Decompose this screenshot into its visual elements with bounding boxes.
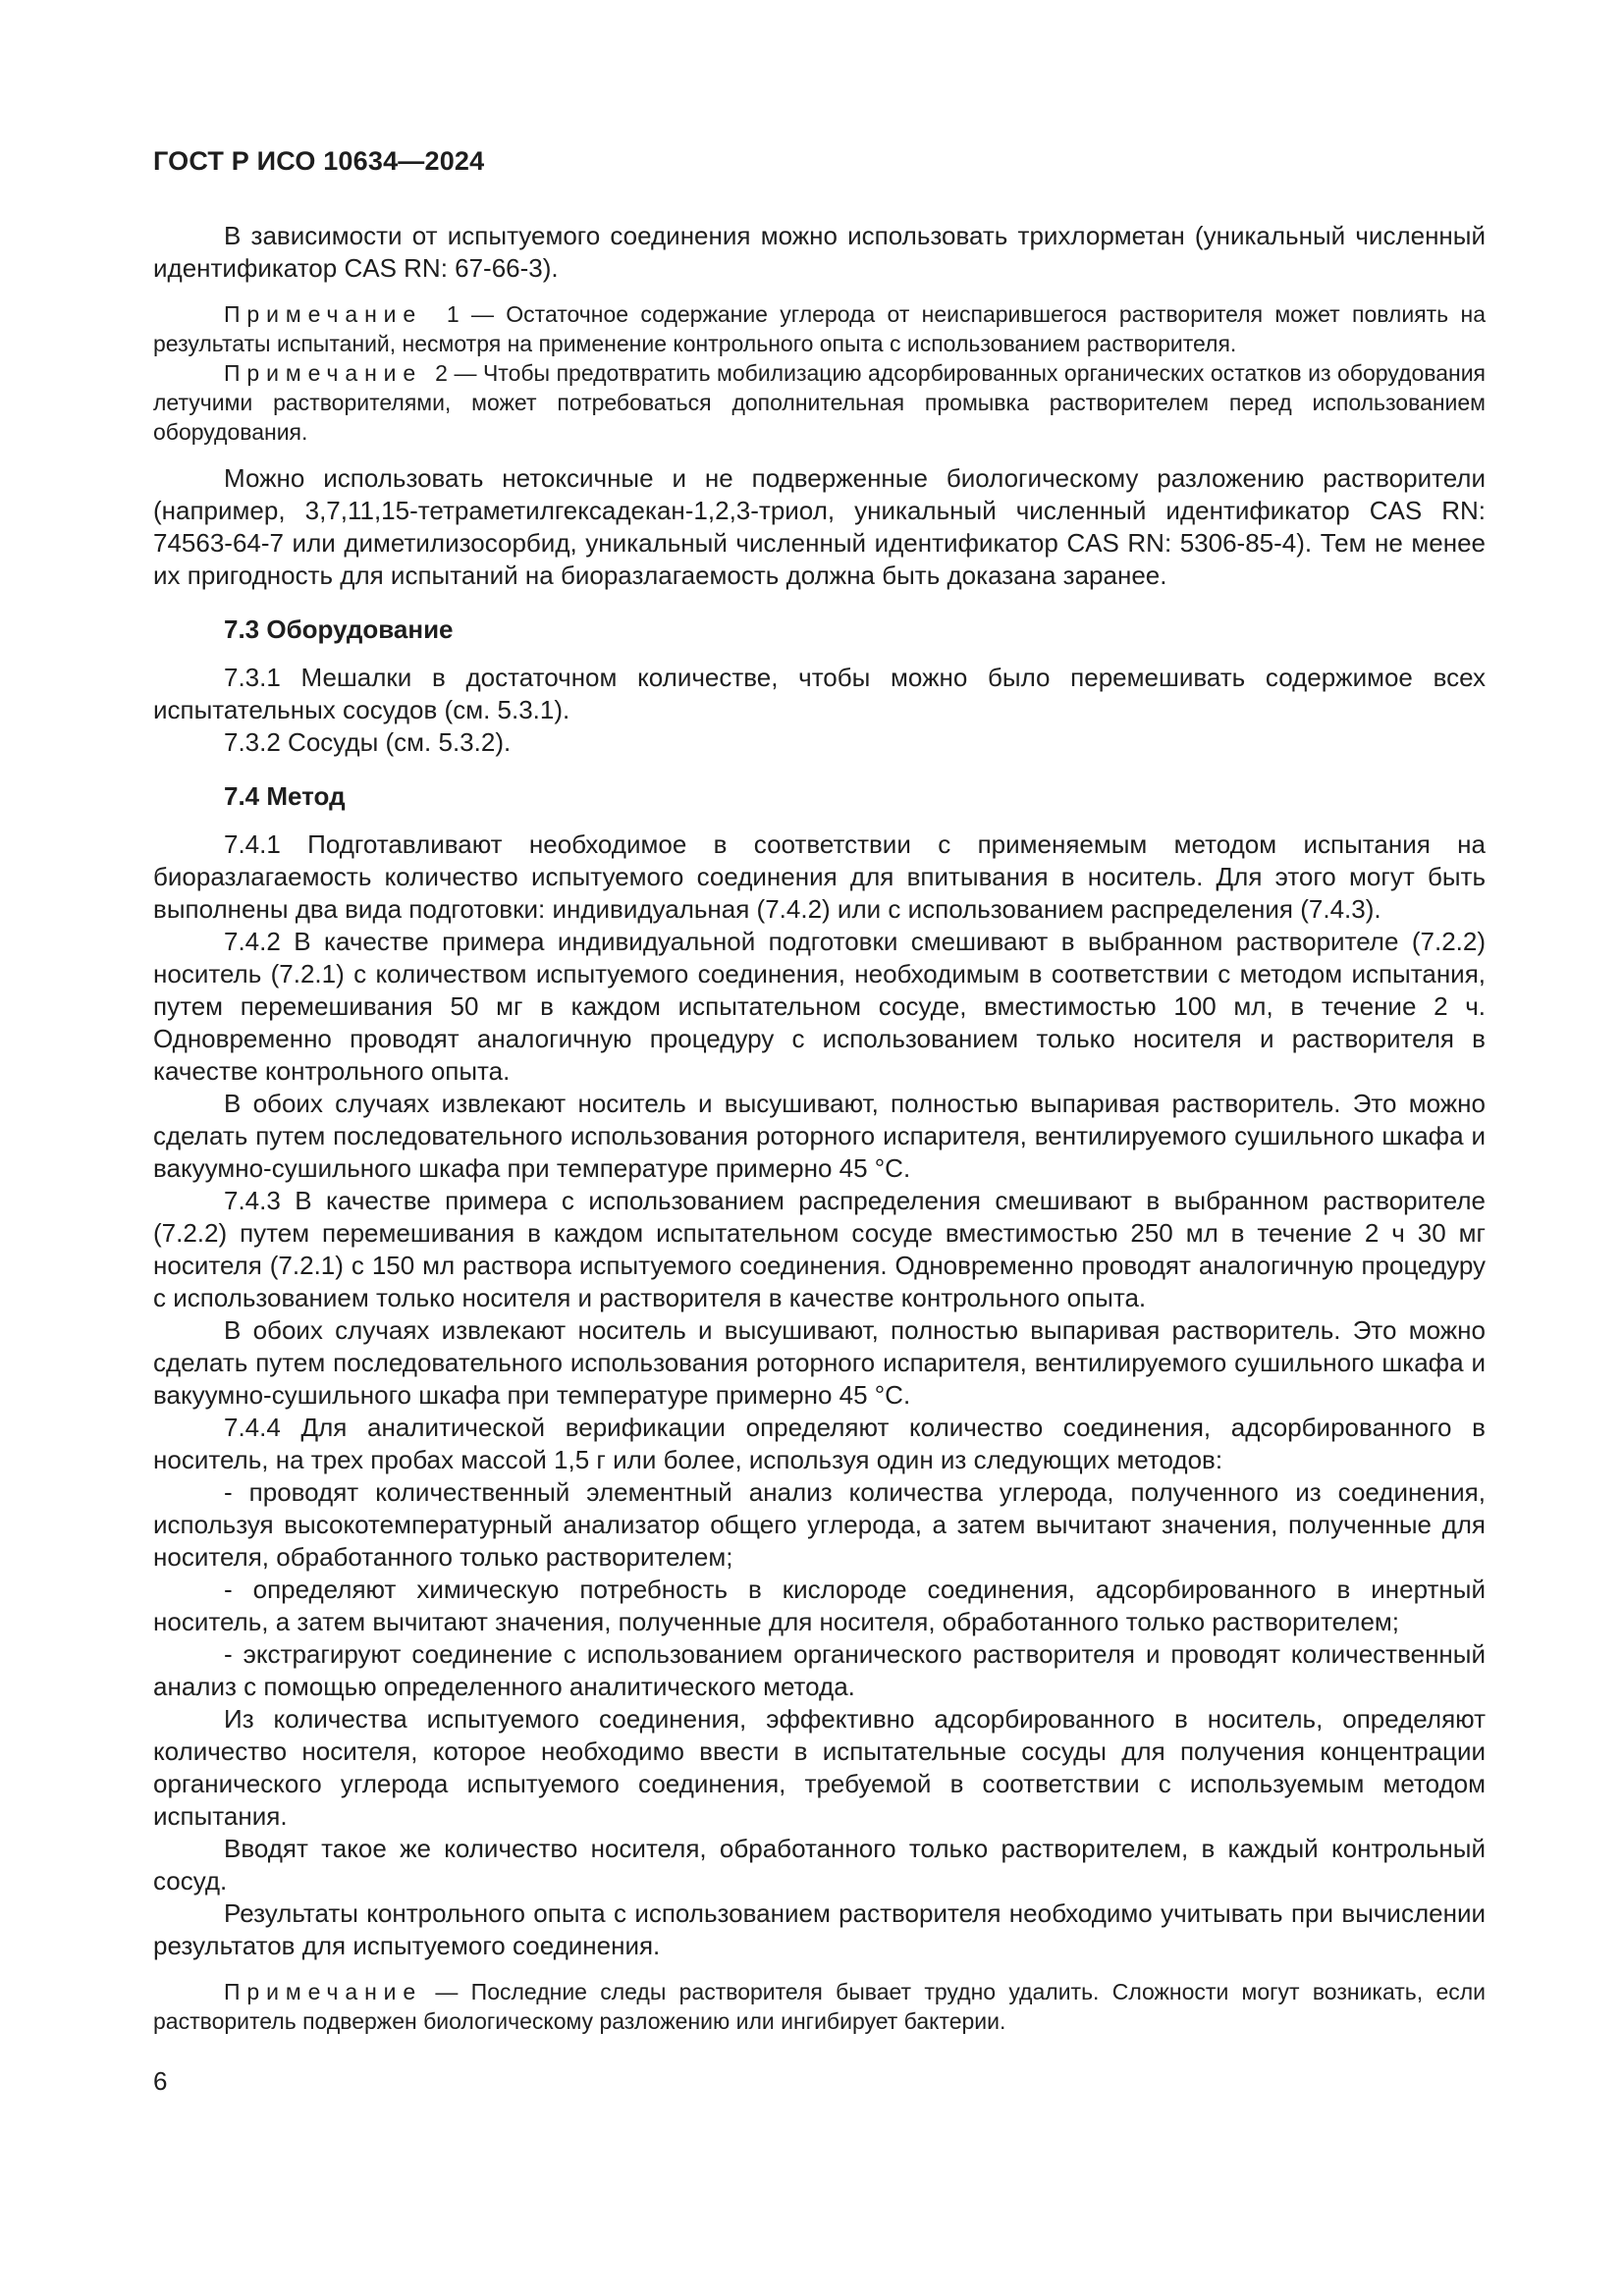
paragraph: - проводят количественный элементный анализ количества углерода, полученного из соединения, используя высокотемпературный анализатор общего углерода, а затем вычитают значения, полученные для носителя, обработанного только растворителем; bbox=[153, 1477, 1486, 1572]
note bbox=[153, 358, 1486, 447]
note-label: Примечание bbox=[224, 301, 423, 327]
paragraph: В зависимости от испытуемого соединения можно использовать трихлорметан (уникальный численный идентификатор CAS RN: 67-66-3). bbox=[153, 221, 1486, 283]
paragraph: В обоих случаях извлекают носитель и высушивают, полностью выпаривая растворитель. Это можно сделать путем последовательного использования роторного испарителя, вентилируемого сушильного шкафа и вакуумно-сушильного шкафа при температуре примерно 45 °C. bbox=[153, 1089, 1486, 1183]
note-text: — Остаточное содержание углерода от неиспарившегося растворителя может повлиять на результаты испытаний, несмотря на применение контрольного опыта с использованием растворителя. bbox=[153, 301, 1486, 356]
paragraph: - определяют химическую потребность в кислороде соединения, адсорбированного в инертный носитель, а затем вычитают значения, полученные для носителя, обработанного только растворителем; bbox=[153, 1575, 1486, 1636]
paragraph: 7.4.1 Подготавливают необходимое в соответствии с применяемым методом испытания на биоразлагаемость количество испытуемого соединения для впитывания в носитель. Для этого могут быть выполнены два вида подготовки: индивидуальная (7.4.2) или с использованием распределения (7.4.3). bbox=[153, 829, 1486, 924]
paragraph: В обоих случаях извлекают носитель и высушивают, полностью выпаривая растворитель. Это можно сделать путем последовательного использования роторного испарителя, вентилируемого сушильного шкафа и вакуумно-сушильного шкафа при температуре примерно 45 °C. bbox=[153, 1315, 1486, 1410]
paragraph: Можно использовать нетоксичные и не подверженные биологическому разложению растворители (например, 3,7,11,15-тетраметилгексадекан-1,2,3-триол, уникальный численный идентификатор CAS RN: 74563-64-7 или диметилизосорбид, уникальный численный идентификатор CAS RN: 5306-85-4). Тем не менее их пригодность для испытаний на биоразлагаемость должна быть доказана заранее. bbox=[153, 463, 1486, 590]
paragraph: 7.4.2 В качестве примера индивидуальной подготовки смешивают в выбранном растворителе (7.2.2) носитель (7.2.1) с количеством испытуемого соединения, необходимым в соответствии с методом испытания, путем перемешивания 50 мг в каждом испытательном сосуде, вместимостью 100 мл, в течение 2 ч. Одновременно проводят аналогичную процедуру с использованием только носителя и растворителя в качестве контрольного опыта. bbox=[153, 927, 1486, 1086]
document-header: ГОСТ Р ИСО 10634—2024 bbox=[153, 146, 485, 176]
paragraph: Результаты контрольного опыта с использованием растворителя необходимо учитывать при вычислении результатов для испытуемого соединения. bbox=[153, 1898, 1486, 1960]
document-body bbox=[153, 220, 1486, 2036]
paragraph: Из количества испытуемого соединения, эффективно адсорбированного в носитель, определяют количество носителя, которое необходимо ввести в испытательные сосуды для получения концентрации органического углерода испытуемого соединения, требуемой в соответствии с используемым методом испытания. bbox=[153, 1704, 1486, 1831]
paragraph: 7.3.2 Сосуды (см. 5.3.2). bbox=[224, 727, 512, 757]
note bbox=[153, 299, 1486, 358]
section-heading: 7.3 Оборудование bbox=[224, 614, 454, 644]
note-text: — Чтобы предотвратить мобилизацию адсорбированных органических остатков из оборудования летучими растворителями, может потребоваться дополнительная промывка растворителем перед использованием оборудования. bbox=[153, 360, 1487, 445]
note bbox=[153, 1977, 1486, 2036]
note-number: 2 bbox=[435, 360, 448, 386]
note-text: — Последние следы растворителя бывает трудно удалить. Сложности могут возникать, если растворитель подвержен биологическому разложению или ингибирует бактерии. bbox=[153, 1979, 1487, 2034]
page-number: 6 bbox=[153, 2066, 168, 2096]
section-heading: 7.4 Метод bbox=[224, 781, 346, 811]
paragraph: 7.4.4 Для аналитической верификации определяют количество соединения, адсорбированного в носитель, на трех пробах массой 1,5 г или более, используя один из следующих методов: bbox=[153, 1413, 1486, 1474]
paragraph: 7.3.1 Мешалки в достаточном количестве, чтобы можно было перемешивать содержимое всех испытательных сосудов (см. 5.3.1). bbox=[153, 663, 1486, 724]
paragraph: - экстрагируют соединение с использованием органического растворителя и проводят количественный анализ с помощью определенного аналитического метода. bbox=[153, 1639, 1486, 1701]
paragraph: Вводят такое же количество носителя, обработанного только растворителем, в каждый контрольный сосуд. bbox=[153, 1834, 1486, 1896]
note-label: Примечание bbox=[224, 1979, 423, 2004]
note-number: 1 bbox=[446, 301, 460, 327]
note-label: Примечание bbox=[224, 360, 423, 386]
paragraph: 7.4.3 В качестве примера с использованием распределения смешивают в выбранном растворителе (7.2.2) путем перемешивания в каждом испытательном сосуде вместимостью 250 мл в течение 2 ч 30 мг носителя (7.2.1) с 150 мл раствора испытуемого соединения. Одновременно проводят аналогичную процедуру с использованием только носителя и растворителя в качестве контрольного опыта. bbox=[153, 1186, 1486, 1312]
